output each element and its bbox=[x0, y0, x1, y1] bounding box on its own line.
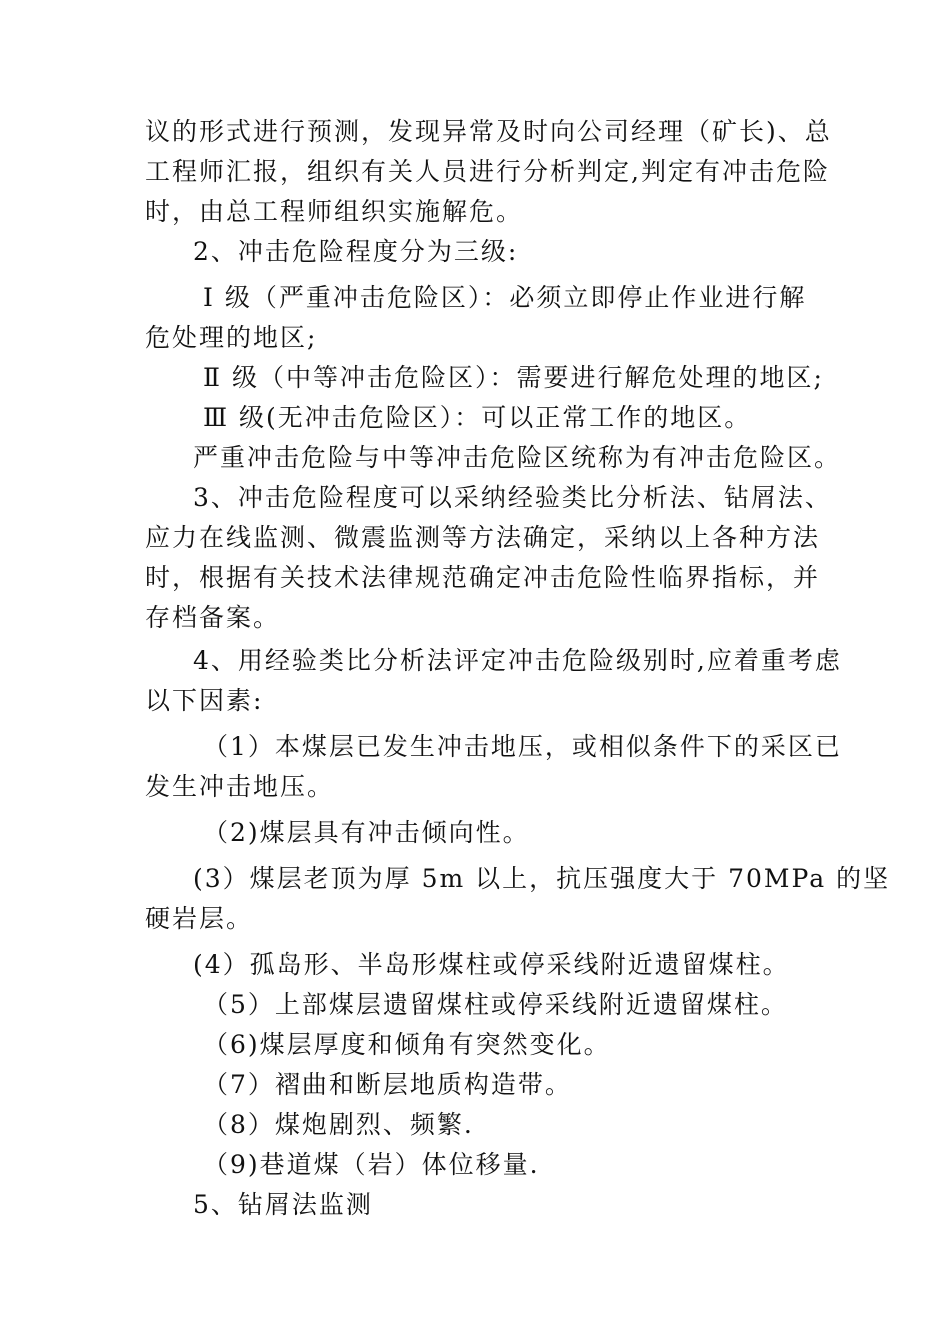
text-line: 2、冲击危险程度分为三级: bbox=[193, 237, 519, 266]
paragraph-forecast-report bbox=[145, 112, 832, 232]
paragraph-item-4 bbox=[145, 641, 842, 721]
text-line: （1）本煤层已发生冲击地压，或相似条件下的采区已 bbox=[203, 732, 842, 761]
text-line: 时，根据有关技术法律规范确定冲击危险性临界指标，并 bbox=[145, 563, 821, 592]
paragraph-level-3 bbox=[145, 398, 810, 438]
paragraph-danger-zone-summary bbox=[145, 438, 842, 478]
text-line: （7）褶曲和断层地质构造带。 bbox=[203, 1070, 572, 1099]
text-line: Ⅰ 级（严重冲击危险区）：必须立即停止作业进行解 bbox=[203, 283, 807, 312]
text-line: Ⅱ 级（中等冲击危险区）：需要进行解危处理的地区; bbox=[203, 363, 824, 392]
text-line: 危处理的地区; bbox=[145, 323, 318, 352]
text-line: 硬岩层。 bbox=[145, 904, 254, 933]
paragraph-level-1 bbox=[145, 278, 810, 358]
paragraph-factor-3 bbox=[145, 859, 891, 939]
paragraph-factor-4 bbox=[145, 945, 810, 985]
text-line: (4）孤岛形、半岛形煤柱或停采线附近遗留煤柱。 bbox=[193, 950, 790, 979]
text-line: （8）煤炮剧烈、频繁. bbox=[203, 1110, 474, 1139]
text-line: （2)煤层具有冲击倾向性。 bbox=[203, 818, 530, 847]
paragraph-level-2 bbox=[145, 358, 824, 398]
text-line: 工程师汇报，组织有关人员进行分析判定,判定有冲击危险 bbox=[145, 157, 830, 186]
text-line: （9)巷道煤（岩）体位移量. bbox=[203, 1150, 540, 1179]
text-line: 时，由总工程师组织实施解危。 bbox=[145, 197, 524, 226]
text-line: 应力在线监测、微震监测等方法确定，采纳以上各种方法 bbox=[145, 523, 821, 552]
text-line: 3、冲击危险程度可以采纳经验类比分析法、钻屑法、 bbox=[193, 483, 832, 512]
text-line: (3）煤层老顶为厚 5m 以上，抗压强度大于 70MPa 的坚 bbox=[193, 864, 891, 893]
paragraph-factor-8 bbox=[145, 1105, 810, 1145]
paragraph-factor-2 bbox=[145, 813, 810, 853]
text-line: 5、钻屑法监测 bbox=[193, 1190, 373, 1219]
paragraph-item-3 bbox=[145, 478, 832, 638]
paragraph-item-2 bbox=[145, 232, 810, 272]
text-line: 4、用经验类比分析法评定冲击危险级别时,应着重考虑 bbox=[193, 646, 842, 675]
text-line: 存档备案。 bbox=[145, 603, 281, 632]
paragraph-factor-7 bbox=[145, 1065, 810, 1105]
text-line: 以下因素: bbox=[145, 686, 264, 715]
paragraph-factor-5 bbox=[145, 985, 810, 1025]
text-line: 议的形式进行预测，发现异常及时向公司经理（矿长)、总 bbox=[145, 117, 832, 146]
text-line: （6)煤层厚度和倾角有突然变化。 bbox=[203, 1030, 611, 1059]
text-line: （5）上部煤层遗留煤柱或停采线附近遗留煤柱。 bbox=[203, 990, 788, 1019]
document-body bbox=[145, 112, 891, 1225]
text-line: 严重冲击危险与中等冲击危险区统称为有冲击危险区。 bbox=[193, 443, 842, 472]
text-line: Ⅲ 级(无冲击危险区）：可以正常工作的地区。 bbox=[203, 403, 752, 432]
paragraph-item-5 bbox=[145, 1185, 810, 1225]
text-line: 发生冲击地压。 bbox=[145, 772, 335, 801]
paragraph-factor-9 bbox=[145, 1145, 810, 1185]
paragraph-factor-1 bbox=[145, 727, 842, 807]
paragraph-factor-6 bbox=[145, 1025, 810, 1065]
